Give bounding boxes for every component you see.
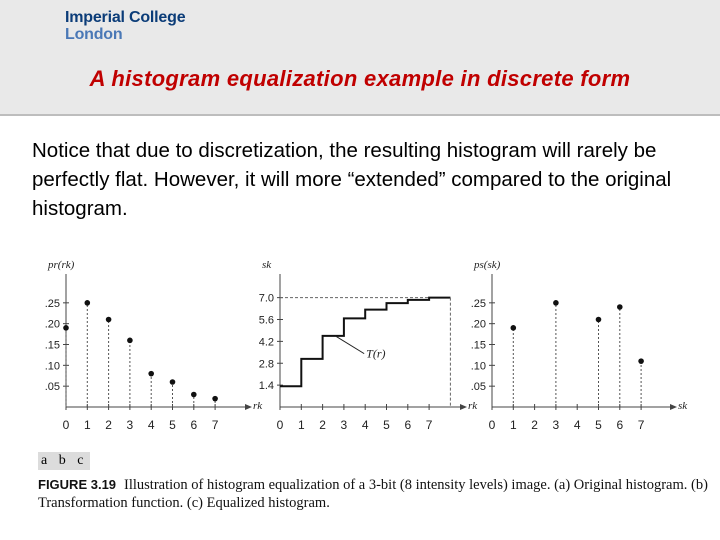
x-axis-arrow-3	[670, 404, 677, 410]
y-tick-label-1-0: .05	[44, 381, 60, 394]
x-tick-label-1-3: 3	[126, 418, 134, 432]
x-tick-label-3-1: 1	[509, 418, 517, 432]
stem-point-3-1	[553, 300, 559, 306]
imperial-college-logo	[65, 9, 185, 43]
body-paragraph: Notice that due to discretization, the resulting histogram will rarely be perfectly flat. However, it will more “extended” compared to the original histogram.	[32, 139, 672, 220]
x-axis-arrow-2	[460, 404, 467, 410]
stem-point-3-3	[617, 304, 623, 310]
stem-point-1-3	[127, 338, 133, 344]
x-axis-arrow-1	[245, 404, 252, 410]
stem-point-3-4	[638, 358, 644, 364]
figure-charts	[30, 252, 720, 452]
x-axis-label-2: rk	[468, 400, 478, 412]
x-tick-label-2-2: 2	[319, 418, 326, 432]
stem-point-1-7	[212, 396, 218, 402]
y-tick-label-2-3: 5.6	[258, 314, 274, 327]
logo-line-2: London	[65, 26, 123, 43]
y-axis-label-3: ps(sk)	[474, 259, 501, 271]
curve-pointer	[335, 336, 364, 354]
step-curve-2	[280, 298, 450, 387]
x-tick-label-3-5: 5	[595, 418, 602, 432]
x-tick-label-2-4: 4	[361, 418, 369, 432]
stem-point-1-6	[191, 392, 197, 398]
curve-label: T(r)	[366, 346, 386, 361]
x-tick-label-1-5: 5	[169, 418, 176, 432]
x-tick-label-2-0: 0	[276, 418, 284, 432]
y-tick-label-3-0: .05	[470, 381, 486, 394]
panel-labels: a b c	[38, 452, 90, 470]
y-tick-label-3-3: .20	[470, 318, 486, 331]
y-tick-label-2-1: 2.8	[258, 358, 274, 371]
y-tick-label-2-2: 4.2	[258, 336, 274, 349]
caption-text: Illustration of histogram equalization of a 3-bit (8 intensity levels) image. (a) Original histogram. (b) Transformation function. (c) Equalized histogram.	[38, 477, 708, 511]
y-axis-label-1: pr(rk)	[48, 259, 75, 271]
figure-caption	[38, 476, 718, 512]
slide-title: A histogram equalization example in discrete form	[89, 66, 631, 91]
x-tick-label-2-7: 7	[425, 418, 433, 432]
x-tick-label-1-7: 7	[211, 418, 219, 432]
stem-point-1-0	[63, 325, 69, 331]
y-tick-label-1-4: .25	[44, 297, 60, 310]
x-tick-label-2-6: 6	[404, 418, 412, 432]
stem-point-1-5	[170, 379, 176, 385]
slide-header	[0, 0, 720, 116]
y-tick-label-1-3: .20	[44, 318, 60, 331]
x-tick-label-3-4: 4	[573, 418, 581, 432]
y-tick-label-1-1: .10	[44, 360, 60, 373]
stem-point-1-2	[106, 317, 112, 323]
y-axis-label-2: sk	[262, 259, 272, 271]
x-tick-label-1-4: 4	[147, 418, 155, 432]
x-tick-label-3-0: 0	[488, 418, 496, 432]
stem-point-1-1	[85, 300, 91, 306]
x-tick-label-1-0: 0	[62, 418, 70, 432]
x-tick-label-1-2: 2	[105, 418, 112, 432]
y-tick-label-2-0: 1.4	[258, 380, 274, 393]
x-tick-label-2-5: 5	[383, 418, 390, 432]
x-tick-label-1-6: 6	[190, 418, 198, 432]
x-axis-label-1: rk	[253, 400, 263, 412]
x-tick-label-3-3: 3	[552, 418, 560, 432]
y-tick-label-2-4: 7.0	[258, 292, 274, 305]
y-tick-label-3-2: .15	[470, 339, 486, 352]
stem-point-3-0	[511, 325, 517, 331]
x-tick-label-2-1: 1	[297, 418, 305, 432]
x-tick-label-3-7: 7	[637, 418, 645, 432]
x-tick-label-2-3: 3	[340, 418, 348, 432]
y-tick-label-3-4: .25	[470, 297, 486, 310]
logo-line-1: Imperial College	[65, 9, 186, 26]
y-tick-label-3-1: .10	[470, 360, 486, 373]
caption-figure-number: FIGURE 3.19	[38, 477, 117, 492]
stem-point-3-2	[596, 317, 602, 323]
x-tick-label-3-6: 6	[616, 418, 624, 432]
y-tick-label-1-2: .15	[44, 339, 60, 352]
x-tick-label-3-2: 2	[531, 418, 538, 432]
figure-3-19	[30, 252, 720, 520]
x-axis-label-3: sk	[678, 400, 688, 412]
stem-point-1-4	[148, 371, 154, 377]
x-tick-label-1-1: 1	[83, 418, 91, 432]
